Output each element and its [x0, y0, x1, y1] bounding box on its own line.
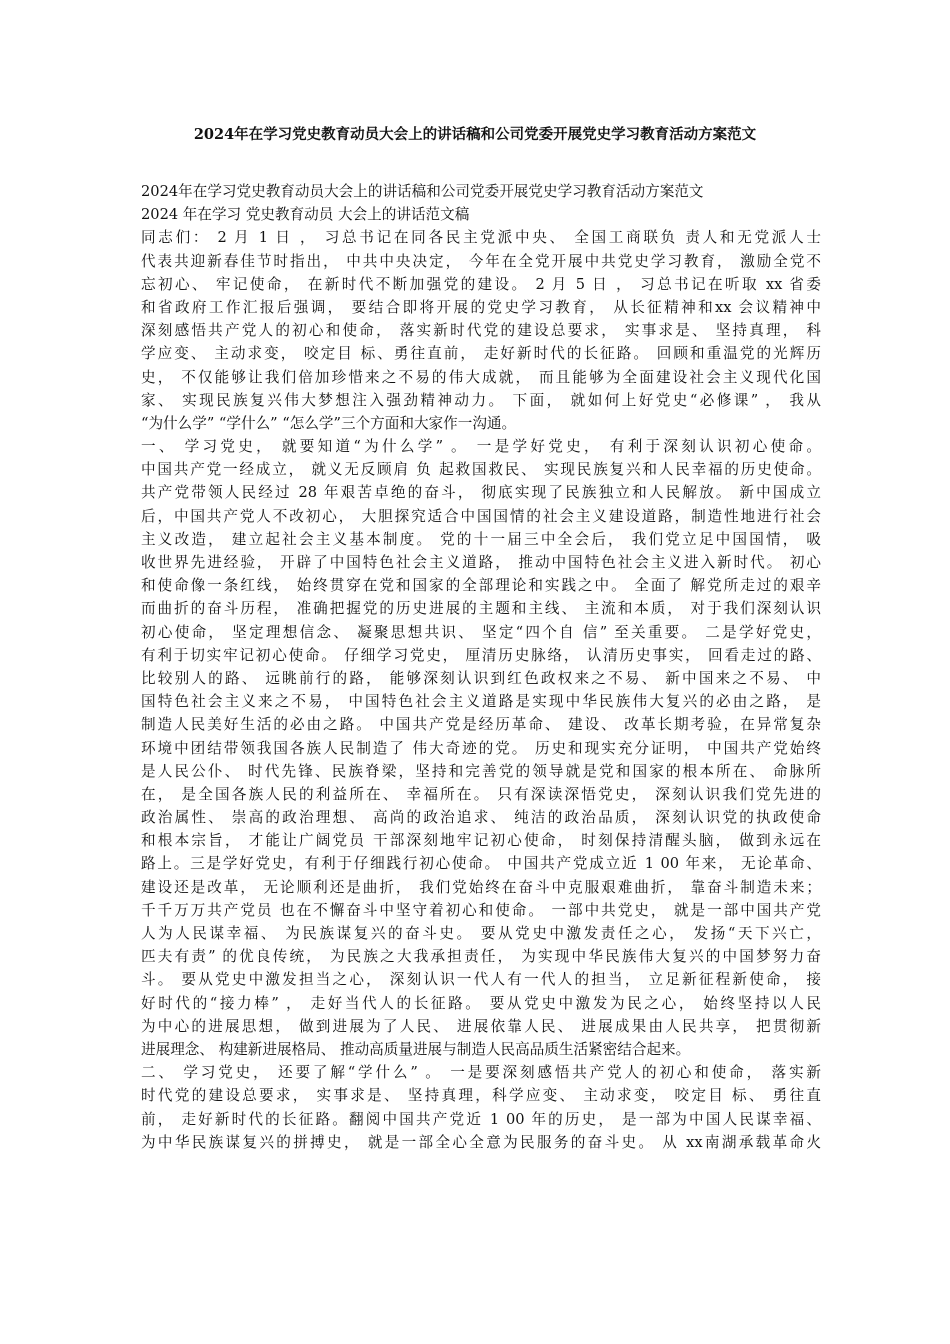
- body-line: 二、 学习党史， 还要了解“学什么” 。 一是要深刻感悟共产党人的初心和使命， 落实新: [141, 1064, 821, 1082]
- body-line: 在， 是全国各族人民的利益所在、 幸福所在。 只有深读深悟党史， 深刻认识我们党先进的: [141, 785, 821, 803]
- body-line: 政治属性、 崇高的政治理想、 高尚的政治追求、 纯洁的政治品质， 深刻认识党的执政使命: [141, 809, 821, 827]
- body-line: 时代党的建设总要求， 实事求是、 坚持真理，科学应变、 主动求变， 咬定目 标、 勇往直: [141, 1087, 821, 1105]
- body-line: 一、 学习党史， 就要知道“为什么学” 。 一是学好党史， 有利于深刻认识初心使命。: [141, 438, 821, 456]
- body-line: 而曲折的奋斗历程， 准确把握党的历史进展的主题和主线、 主流和本质， 对于我们深刻认识: [141, 600, 821, 618]
- body-line: 主义改造， 建立起社会主义基本制度。 党的十一届三中全会后， 我们党立足中国国情， 吸: [141, 530, 821, 548]
- document-body: [141, 180, 821, 1154]
- body-line: 和使命像一条红线， 始终贯穿在党和国家的全部理论和实践之中。 全面了 解党所走过的艰辛: [141, 577, 821, 595]
- body-line: 共产党带领人民经过 28 年艰苦卓绝的奋斗， 彻底实现了民族独立和人民解放。 新中国成立: [141, 484, 821, 502]
- body-line: 千千万万共产党员 也在不懈奋斗中坚守着初心和使命。 一部中共党史， 就是一部中国共产党: [141, 901, 821, 919]
- body-line: 环境中团结带领我国各族人民制造了 伟大奇迹的党。 历史和现实充分证明， 中国共产党始终: [141, 739, 821, 757]
- body-line: 同志们： 2 月 1 日 ， 习总书记在同各民主党派中央、 全国工商联负 责人和无党派人士: [141, 229, 821, 247]
- body-line: 和省政府工作汇报后强调， 要结合即将开展的党史学习教育， 从长征精神和xx 会议精神中: [141, 298, 821, 316]
- body-line: 为中心的进展思想， 做到进展为了人民、 进展依靠人民、 进展成果由人民共享， 把贯彻新: [141, 1017, 821, 1035]
- body-line: 2024 年在学习 党史教育动员 大会上的讲话范文稿: [141, 206, 470, 224]
- body-line: 初心使命， 坚定理想信念、 凝聚思想共识、 坚定“四个自 信” 至关重要。 二是学好党史，: [141, 623, 821, 641]
- body-line: 后，中国共产党人不改初心， 大胆探究适合中国国情的社会主义建设道路，制造性地进行社会: [141, 507, 821, 525]
- body-line: 斗。 要从党史中激发担当之心， 深刻认识一代人有一代人的担当， 立足新征程新使命， 接: [141, 971, 821, 989]
- body-line: 国特色社会主义来之不易， 中国特色社会主义道路是实现中华民族伟大复兴的必由之路， 是: [141, 693, 821, 711]
- body-line: 是人民公仆、 时代先锋、民族脊梁，坚持和完善党的领导就是党和国家的根本所在、 命脉所: [141, 762, 821, 780]
- body-line: 中国共产党一经成立， 就义无反顾肩 负 起救国救民、 实现民族复兴和人民幸福的历史使命。: [141, 461, 821, 479]
- body-line: 为中华民族谋复兴的拼搏史， 就是一部全心全意为民服务的奋斗史。 从 xx南湖承载革命火: [141, 1133, 821, 1151]
- body-line: 人为人民谋幸福、 为民族谋复兴的奋斗史。 要从党史中激发责任之心， 发扬“天下兴亡，: [141, 925, 821, 942]
- body-line: 比较别人的路、 远眺前行的路， 能够深刻认识到红色政权来之不易、 新中国来之不易、 中: [141, 669, 821, 687]
- body-line: 路上。三是学好党史，有利于仔细践行初心使命。 中国共产党成立近 1 00 年来， 无论革命、: [141, 855, 821, 873]
- body-line: 和根本宗旨， 才能让广阔党员 干部深刻地牢记初心使命， 时刻保持清醒头脑， 做到永远在: [141, 832, 821, 850]
- body-line: 2024年在学习党史教育动员大会上的讲话稿和公司党委开展党史学习教育活动方案范文: [141, 183, 704, 200]
- body-line: 史， 不仅能够让我们倍加珍惜来之不易的伟大成就， 而且能够为全面建设社会主义现代化国: [141, 368, 821, 386]
- body-line: 进展理念、 构建新进展格局、 推动高质量进展与制造人民高品质生活紧密结合起来。: [141, 1040, 691, 1058]
- body-line: 建设还是改革， 无论顺利还是曲折， 我们党始终在奋斗中克服艰难曲折， 靠奋斗制造未来；: [141, 878, 821, 896]
- body-line: 家、 实现民族复兴伟大梦想注入强劲精神动力。 下面， 就如何上好党史“必修课” ， 我从: [141, 391, 821, 409]
- body-line: 忘初心、 牢记使命， 在新时代不断加强党的建设。 2 月 5 日 ， 习总书记在听取 xx 省委: [141, 275, 821, 293]
- body-line: 好时代的“接力棒” ， 走好当代人的长征路。 要从党史中激发为民之心， 始终坚持以人民: [141, 994, 821, 1012]
- body-line: 有利于切实牢记初心使命。 仔细学习党史， 厘清历史脉络， 认清历史事实， 回看走过的路、: [141, 646, 821, 664]
- document-title: 2024年在学习党史教育动员大会上的讲话稿和公司党委开展党史学习教育活动方案范文: [193, 126, 757, 143]
- body-line: 收世界先进经验， 开辟了中国特色社会主义道路， 推动中国特色社会主义进入新时代。 初心: [141, 554, 821, 571]
- body-line: 制造人民美好生活的必由之路。 中国共产党是经历革命、 建设、 改革长期考验，在异常复杂: [141, 716, 821, 734]
- body-line: 匹夫有责” 的优良传统， 为民族之大我承担责任， 为实现中华民族伟大复兴的中国梦努力奋: [141, 948, 821, 966]
- body-line: 学应变、 主动求变， 咬定目 标、勇往直前， 走好新时代的长征路。 回顾和重温党的光辉历: [141, 345, 821, 363]
- body-line: “为什么学” “学什么” “怎么学”三个方面和大家作一沟通。: [141, 414, 517, 432]
- body-line: 前， 走好新时代的长征路。翻阅中国共产党近 1 00 年的历史， 是一部为中国人民谋幸福、: [141, 1110, 821, 1128]
- body-line: 代表共迎新春佳节时指出， 中共中央决定， 今年在全党开展中共党史学习教育， 激励全党不: [141, 252, 821, 270]
- body-line: 深刻感悟共产党人的初心和使命， 落实新时代党的建设总要求， 实事求是、 坚持真理， 科: [141, 322, 821, 340]
